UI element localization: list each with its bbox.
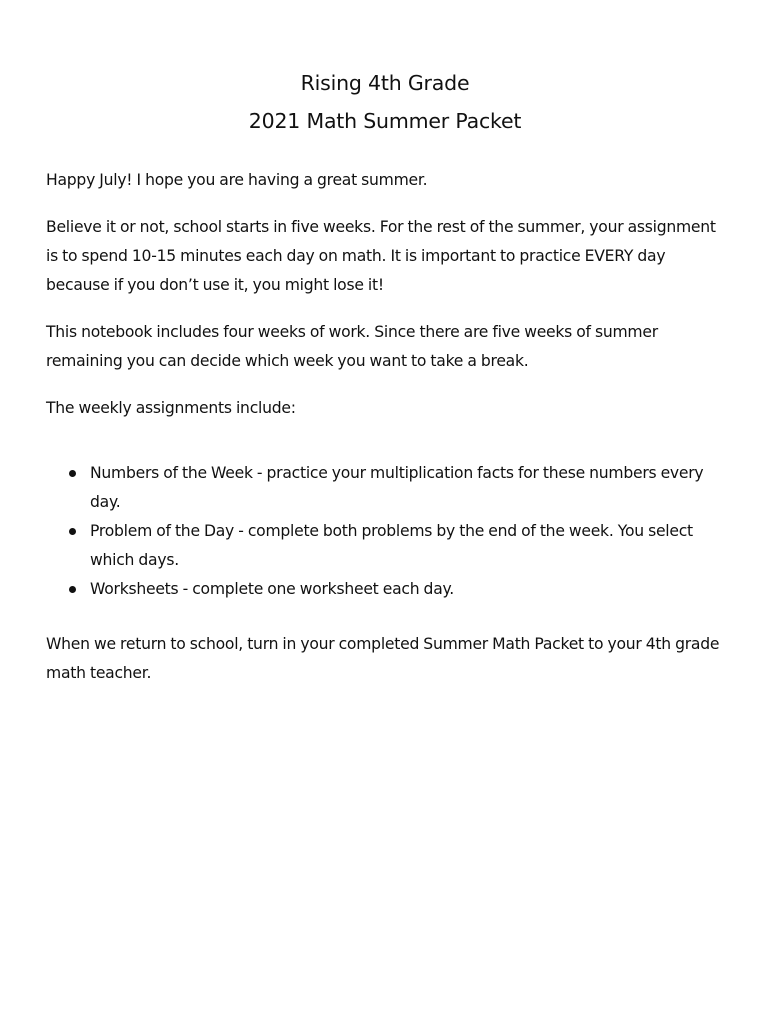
paragraph-greeting: Happy July! I hope you are having a great summer. bbox=[46, 171, 428, 189]
list-item bbox=[46, 517, 724, 575]
list-item-text: Worksheets - complete one worksheet each day. bbox=[90, 580, 454, 598]
bullet-icon bbox=[69, 586, 76, 593]
title-grade: Rising 4th Grade bbox=[300, 71, 470, 95]
title-packet: 2021 Math Summer Packet bbox=[248, 109, 522, 133]
paragraph-weekly-intro: The weekly assignments include: bbox=[46, 399, 296, 417]
document-header bbox=[46, 64, 724, 140]
list-item bbox=[46, 575, 724, 604]
list-item-text: Problem of the Day - complete both problems by the end of the week. You select which days. bbox=[90, 522, 693, 569]
paragraph-notebook: This notebook includes four weeks of work. Since there are five weeks of summer remaining you can decide which week you want to take a break. bbox=[46, 323, 658, 370]
list-item bbox=[46, 459, 724, 517]
paragraph-assignment: Believe it or not, school starts in five weeks. For the rest of the summer, your assignment is to spend 10-15 minutes each day on math. It is important to practice EVERY day because if you don’t use it, you might lose it! bbox=[46, 218, 716, 294]
bullet-icon bbox=[69, 470, 76, 477]
paragraph-closing: When we return to school, turn in your completed Summer Math Packet to your 4th grade math teacher. bbox=[46, 635, 720, 682]
bullet-icon bbox=[69, 528, 76, 535]
list-item-text: Numbers of the Week - practice your multiplication facts for these numbers every day. bbox=[90, 464, 704, 511]
assignment-list bbox=[46, 459, 724, 604]
